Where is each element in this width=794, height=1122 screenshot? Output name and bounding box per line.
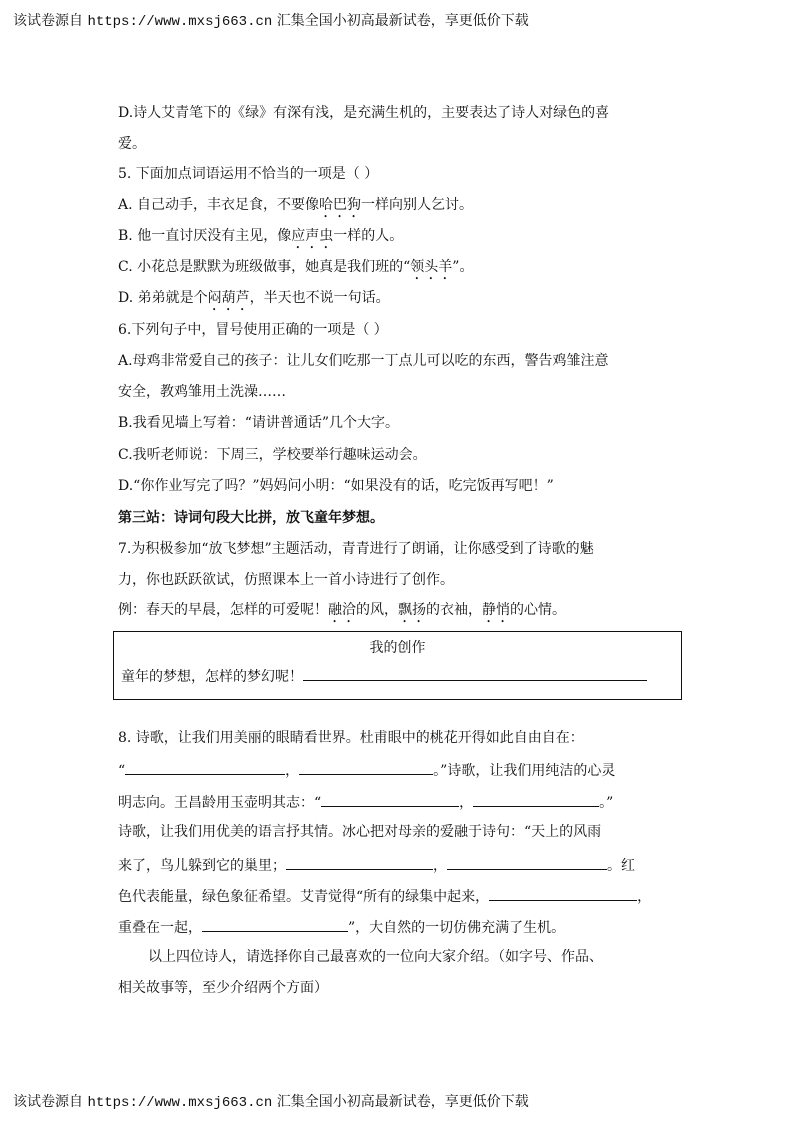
bing-xin-blank-1[interactable]: [286, 855, 433, 870]
q7-example-mid-1: 的风，: [356, 602, 398, 618]
q6-option-c: C.我听老师说：下周三，学校要举行趣味运动会。: [118, 447, 427, 463]
q8-line6-pre: 色代表能量，绿色象征希望。艾青觉得“所有的绿集中起来，: [118, 889, 490, 905]
header-suffix: 汇集全国小初高最新试卷，享更低价下载: [276, 13, 529, 29]
q7-example-pre: 例：春天的早晨，怎样的可爱呢！: [118, 602, 328, 618]
q6-option-a-line1: A.母鸡非常爱自己的孩子：让儿女们吃那一丁点儿可以吃的东西，警告鸡雏注意: [118, 353, 609, 369]
q5-d-pre: D. 弟弟就是个: [118, 290, 208, 306]
q7-example-dotted-2: 飘扬: [398, 602, 426, 618]
q6-option-d: D.“你作业写完了吗？”妈妈问小明：“如果没有的话，吃完饭再写吧！”: [118, 478, 554, 494]
section3-title: 第三站：诗词句段大比拼，放飞童年梦想。: [118, 510, 384, 526]
wang-changling-blank-2[interactable]: [473, 792, 599, 807]
q8-line5-pre: 来了，鸟儿躲到它的巢里；: [118, 858, 286, 874]
q8-line2-comma: ，: [285, 763, 300, 779]
creation-box-title: 我的创作: [369, 640, 426, 656]
header-url[interactable]: https://www.mxsj663.cn: [87, 14, 273, 30]
q5-option-a: [118, 196, 473, 221]
footer-url[interactable]: https://www.mxsj663.cn: [87, 1095, 273, 1111]
wang-changling-blank-1[interactable]: [321, 792, 459, 807]
q8-line5: [118, 855, 635, 875]
q8-line5-end: 。红: [607, 858, 635, 874]
q5-b-post: 一样的人。: [333, 228, 404, 244]
q7-line1: 7.为积极参加“放飞梦想”主题活动，青青进行了朗诵，让你感受到了诗歌的魅: [118, 541, 594, 557]
q5-option-d: [118, 289, 390, 314]
q4-option-d-line1: D.诗人艾青笔下的《绿》有深有浅，是充满生机的，主要表达了诗人对绿色的喜: [118, 105, 610, 121]
q4-option-d-line2: 爱。: [118, 136, 146, 152]
q8-line5-comma: ，: [433, 858, 447, 874]
q8-line7-end: ”，大自然的一切仿佛充满了生机。: [348, 920, 566, 936]
q8-line3-comma: ，: [459, 795, 474, 811]
footer-prefix: 该试卷源自: [13, 1094, 83, 1110]
q5-b-pre: B. 他一直讨厌没有主见，像: [118, 228, 292, 244]
q8-line7-pre: 重叠在一起，: [118, 920, 202, 936]
q8-line8: 以上四位诗人，请选择你自己最喜欢的一位向大家介绍。（如字号、作品、: [148, 949, 603, 965]
q5-stem: 5. 下面加点词语运用不恰当的一项是（ ）: [118, 166, 379, 182]
q7-example: [118, 601, 566, 626]
q7-example-dotted-3: 静悄: [482, 602, 510, 618]
page-footer: [13, 1091, 529, 1111]
q5-option-b: [118, 227, 403, 252]
q8-line6: [118, 886, 651, 906]
q8-line4: 诗歌，让我们用优美的语言抒其情。冰心把对母亲的爱融于诗句：“天上的风雨: [118, 824, 602, 840]
creation-box-prompt: [121, 666, 647, 686]
q7-example-dotted-1: 融洽: [328, 602, 356, 618]
du-fu-blank-1[interactable]: [125, 760, 285, 775]
q5-a-dotted: 哈巴狗: [319, 197, 362, 213]
q8-line2-open: “: [118, 763, 126, 779]
q6-option-a-line2: 安全，教鸡雏用土洗澡……: [118, 384, 286, 400]
creation-box: [113, 631, 682, 700]
q7-line2: 力，你也跃跃欲试，仿照课本上一首小诗进行了创作。: [118, 572, 454, 588]
q5-a-post: 一样向别人乞讨。: [361, 197, 474, 213]
q6-stem: 6.下列句子中，冒号使用正确的一项是（ ）: [118, 322, 388, 338]
q7-example-mid-2: 的衣袖，: [426, 602, 482, 618]
footer-suffix: 汇集全国小初高最新试卷，享更低价下载: [276, 1094, 529, 1110]
creation-box-prompt-text: 童年的梦想，怎样的梦幻呢！: [121, 669, 303, 685]
q5-a-pre: A. 自己动手，丰衣足食，不要像: [118, 197, 320, 213]
bing-xin-blank-2[interactable]: [447, 855, 607, 870]
q8-line2: [118, 760, 615, 780]
q8-line6-end: ，: [637, 889, 652, 905]
q7-example-mid-3: 的心情。: [510, 602, 566, 618]
ai-qing-blank-1[interactable]: [489, 886, 637, 901]
q5-c-pre: C. 小花总是默默为班级做事，她真是我们班的“: [118, 259, 411, 275]
ai-qing-blank-2[interactable]: [202, 917, 348, 932]
q8-line1: 8. 诗歌，让我们用美丽的眼睛看世界。杜甫眼中的桃花开得如此自由自在：: [118, 730, 584, 746]
q8-line9: 相关故事等，至少介绍两个方面）: [118, 980, 328, 996]
header-prefix: 该试卷源自: [13, 13, 83, 29]
creation-answer-blank[interactable]: [303, 666, 647, 681]
q5-d-post: ，半天也不说一句话。: [249, 290, 390, 306]
page-header: [13, 10, 529, 30]
q5-c-post: ”。: [452, 259, 474, 275]
du-fu-blank-2[interactable]: [299, 760, 433, 775]
q5-b-dotted: 应声虫: [291, 228, 334, 244]
q5-option-c: [118, 258, 473, 283]
q6-option-b: B.我看见墙上写着：“请讲普通话”几个大字。: [118, 415, 400, 431]
q5-d-dotted: 闷葫芦: [207, 290, 250, 306]
q8-line3-pre: 明志向。王昌龄用玉壶明其志：“: [118, 795, 322, 811]
q5-c-dotted: 领头羊: [410, 259, 453, 275]
q8-line7: [118, 917, 565, 937]
q8-line3-end: 。”: [599, 795, 614, 811]
q8-line2-end: 。”诗歌，让我们用纯洁的心灵: [433, 763, 616, 779]
q8-line3: [118, 792, 613, 812]
